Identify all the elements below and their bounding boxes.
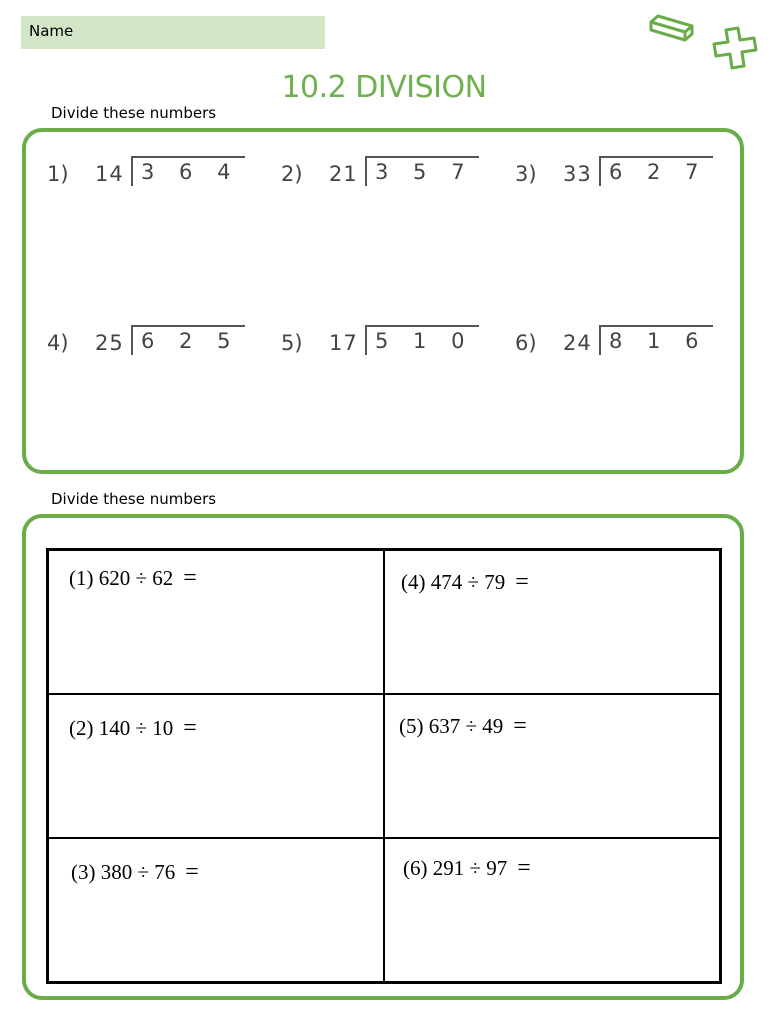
divisor: 25 — [95, 331, 124, 355]
divisor: 24 — [563, 331, 592, 355]
long-division-problem-6 — [515, 325, 713, 355]
problem-cell-5 — [384, 694, 720, 838]
expression: (5) 637 ÷ 49 — [399, 714, 504, 738]
equals-sign: = — [183, 565, 197, 591]
problem-text — [399, 713, 527, 740]
equals-sign: = — [185, 859, 199, 885]
expression: (4) 474 ÷ 79 — [401, 570, 506, 594]
dividend: 8 1 6 — [599, 325, 713, 355]
expression: (1) 620 ÷ 62 — [69, 566, 174, 590]
name-field[interactable] — [21, 16, 325, 49]
equals-sign: = — [183, 715, 197, 741]
equals-sign: = — [517, 855, 531, 881]
problem-cell-1 — [48, 550, 384, 694]
problem-cell-4 — [384, 550, 720, 694]
problem-number: 1) — [47, 162, 69, 186]
problem-text — [401, 569, 529, 596]
long-division-problem-4 — [47, 325, 245, 355]
long-division-problem-2 — [281, 156, 479, 186]
divisor: 14 — [95, 162, 124, 186]
divisor: 33 — [563, 162, 592, 186]
section2-instruction: Divide these numbers — [51, 490, 217, 508]
problem-text — [69, 715, 197, 742]
name-label: Name — [29, 22, 74, 40]
divisor: 17 — [329, 331, 358, 355]
long-division-problem-5 — [281, 325, 479, 355]
eraser-icon — [648, 14, 696, 44]
problem-text — [69, 565, 197, 592]
problem-number: 2) — [281, 162, 303, 186]
equals-sign: = — [513, 713, 527, 739]
problem-text — [403, 855, 531, 882]
section1-instruction: Divide these numbers — [51, 104, 217, 122]
expression: (2) 140 ÷ 10 — [69, 716, 174, 740]
problem-number: 6) — [515, 331, 537, 355]
problem-number: 3) — [515, 162, 537, 186]
expression: (6) 291 ÷ 97 — [403, 856, 508, 880]
problem-cell-2 — [48, 694, 384, 838]
problem-number: 5) — [281, 331, 303, 355]
divisor: 21 — [329, 162, 358, 186]
division-table — [46, 548, 722, 984]
dividend: 3 5 7 — [365, 156, 479, 186]
dividend: 3 6 4 — [131, 156, 245, 186]
problem-cell-3 — [48, 838, 384, 982]
long-division-problem-1 — [47, 156, 245, 186]
problem-cell-6 — [384, 838, 720, 982]
dividend: 5 1 0 — [365, 325, 479, 355]
page-title: 10.2 DIVISION — [281, 70, 487, 105]
dividend: 6 2 7 — [599, 156, 713, 186]
problem-number: 4) — [47, 331, 69, 355]
problem-text — [71, 859, 199, 886]
plus-icon — [706, 24, 762, 74]
long-division-problem-3 — [515, 156, 713, 186]
expression: (3) 380 ÷ 76 — [71, 860, 176, 884]
dividend: 6 2 5 — [131, 325, 245, 355]
equals-sign: = — [515, 569, 529, 595]
